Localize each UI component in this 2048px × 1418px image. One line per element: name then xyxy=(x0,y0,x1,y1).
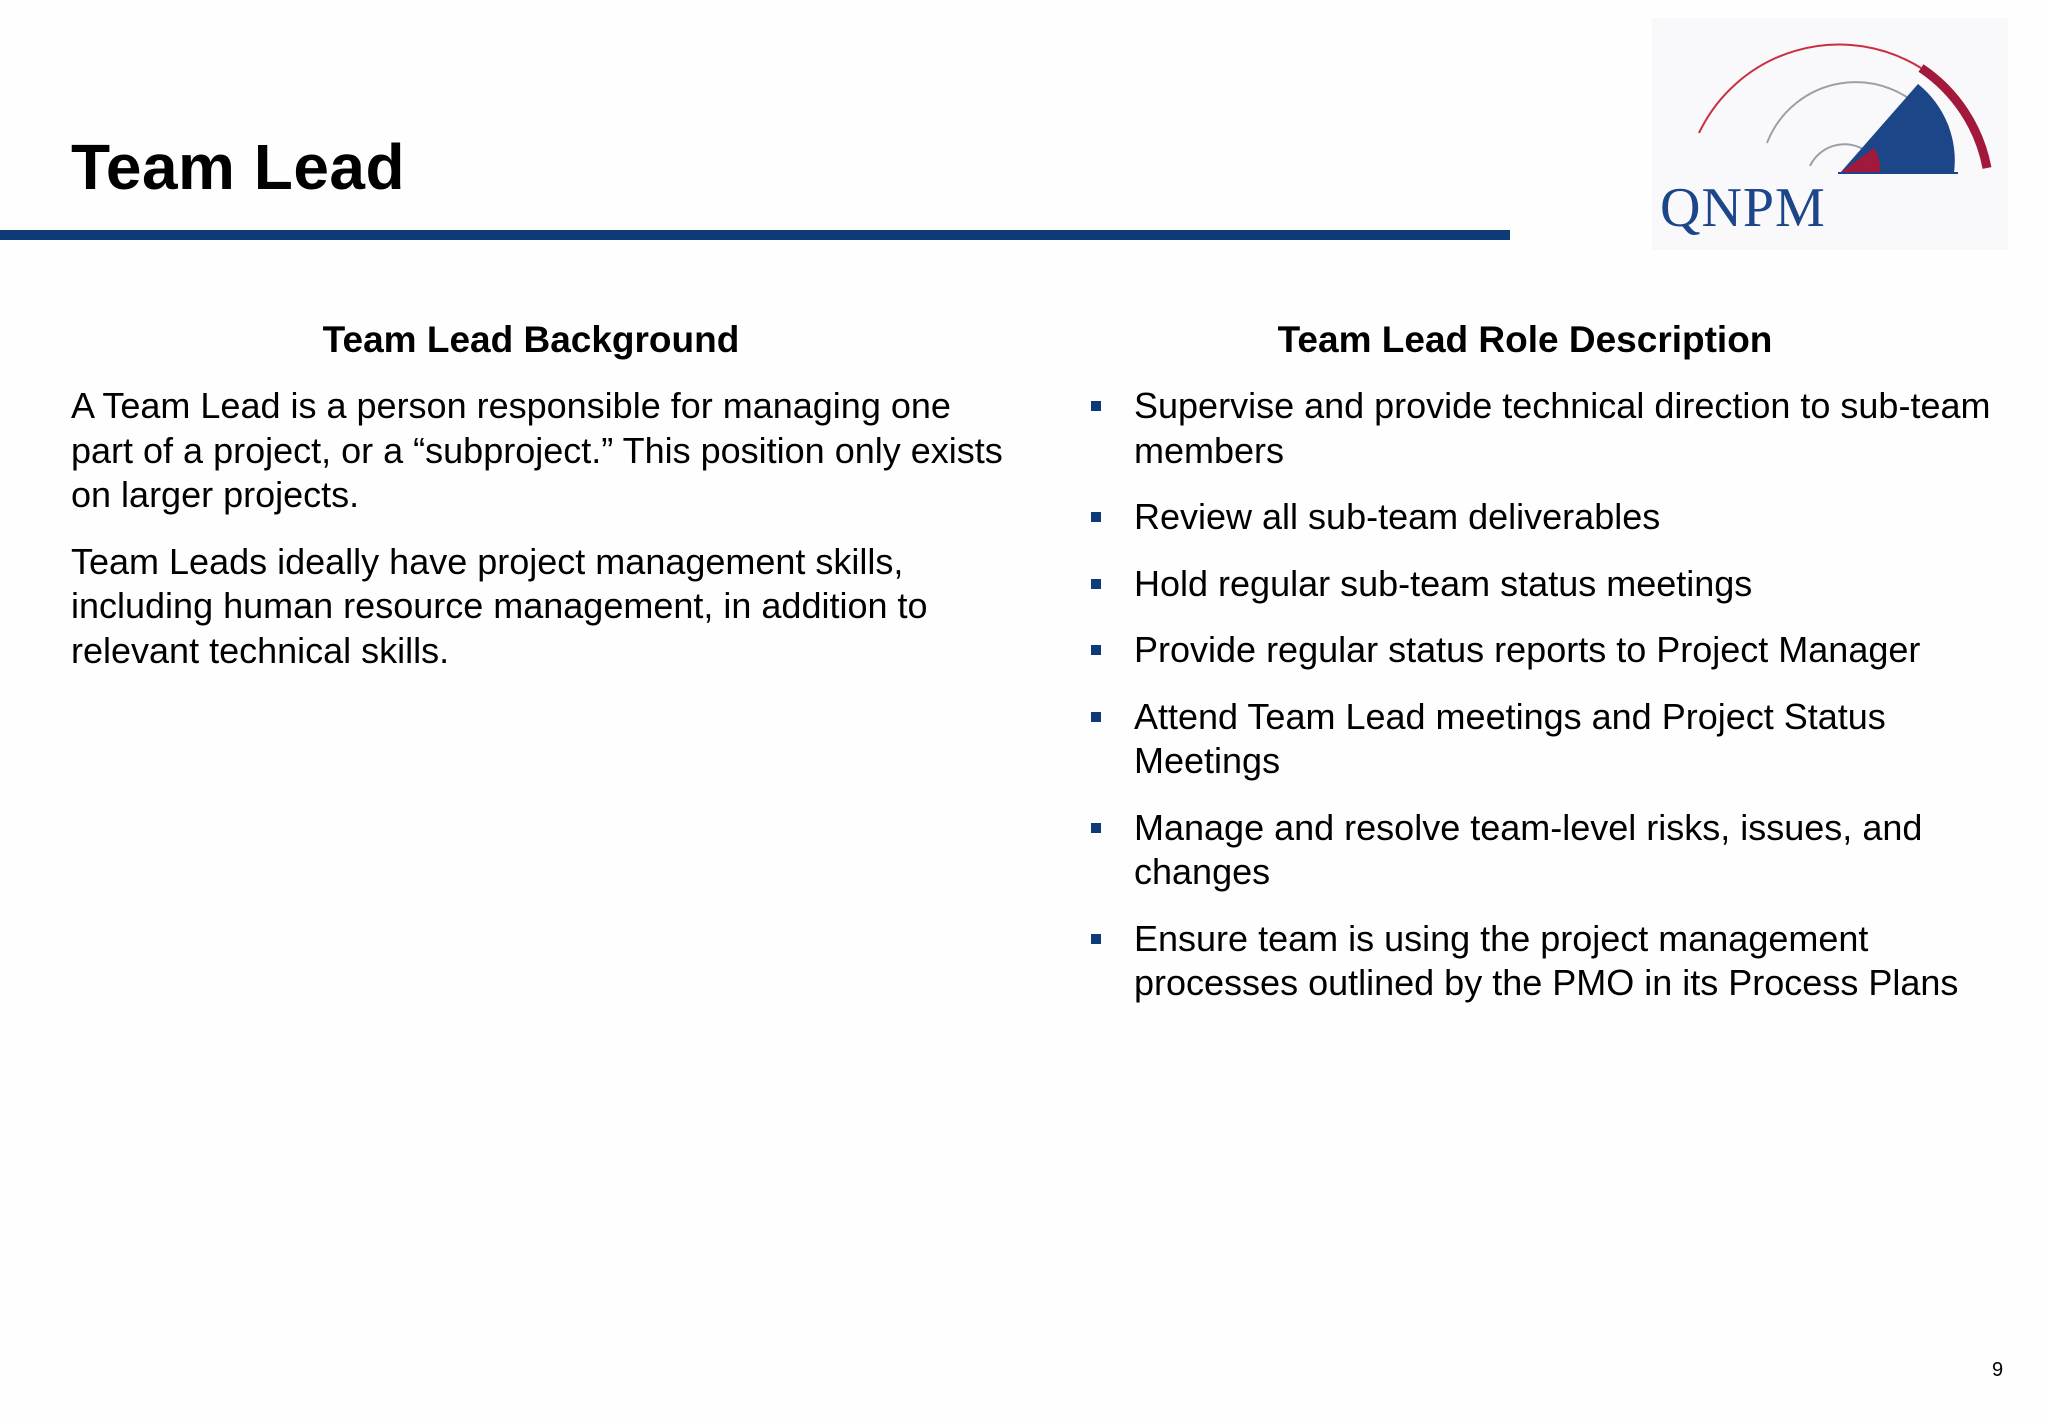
square-bullet-icon xyxy=(1091,579,1101,589)
list-item xyxy=(1090,695,2010,784)
qnpm-logo-icon xyxy=(1652,18,2008,250)
list-item xyxy=(1090,628,2010,673)
list-item xyxy=(1090,384,2010,473)
page-number: 9 xyxy=(1992,1359,2004,1381)
square-bullet-icon xyxy=(1091,645,1101,655)
square-bullet-icon xyxy=(1091,823,1101,833)
square-bullet-icon xyxy=(1091,401,1101,411)
square-bullet-icon xyxy=(1091,712,1101,722)
square-bullet-icon xyxy=(1091,512,1101,522)
list-item xyxy=(1090,495,2010,540)
square-bullet-icon xyxy=(1091,934,1101,944)
list-item xyxy=(1090,562,2010,607)
list-item xyxy=(1090,917,2010,1006)
list-item-text: Attend Team Lead meetings and Project Status Meetings xyxy=(1134,695,1886,781)
list-item-text: Supervise and provide technical direction to sub-team members xyxy=(1134,385,1991,471)
role-description-heading: Team Lead Role Description xyxy=(1277,319,1773,360)
role-description-list xyxy=(1090,384,2010,1028)
title-divider xyxy=(0,230,1510,240)
background-body xyxy=(71,384,1011,695)
list-item-text: Manage and resolve team-level risks, issues, and changes xyxy=(1134,806,1923,892)
background-paragraph: Team Leads ideally have project management skills, including human resource management, in addition to relevant technical skills. xyxy=(71,540,928,671)
background-paragraph: A Team Lead is a person responsible for managing one part of a project, or a “subproject.” This position only exists on larger projects. xyxy=(71,385,1003,515)
list-item-text: Ensure team is using the project management processes outlined by the PMO in its Process Plans xyxy=(1134,917,1959,1003)
list-item-text: Provide regular status reports to Project Manager xyxy=(1134,629,1921,670)
list-item-text: Hold regular sub-team status meetings xyxy=(1134,562,1753,604)
logo-text: QNPM xyxy=(1660,177,1826,239)
qnpm-logo xyxy=(1652,18,2008,250)
list-item xyxy=(1090,806,2010,895)
slide-title: Team Lead xyxy=(71,131,406,203)
list-item-text: Review all sub-team deliverables xyxy=(1134,496,1661,537)
background-heading: Team Lead Background xyxy=(322,319,740,360)
